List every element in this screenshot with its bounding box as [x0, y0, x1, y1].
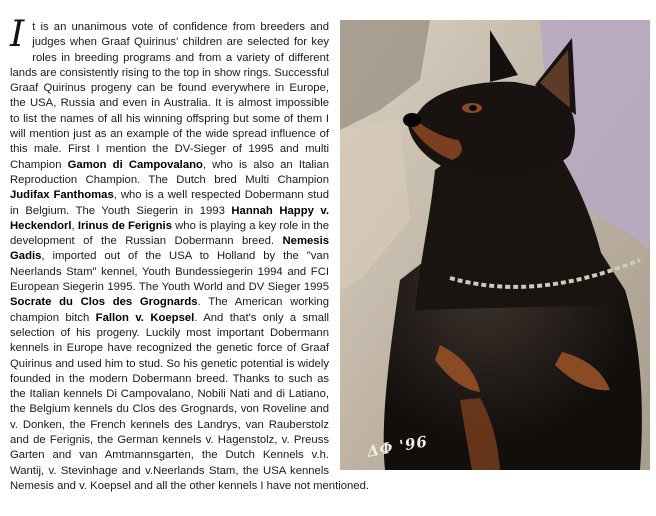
- photo-watermark: ΔΦ '96: [365, 432, 430, 461]
- dog-name-judifax: Judifax Fanthomas: [10, 189, 114, 202]
- text-gamon-desc: , who is also an Italian Reproduction Champion. The Dutch bred Multi Champion: [10, 158, 329, 186]
- dog-name-socrate: Socrate du Clos des Grognards: [10, 296, 198, 309]
- article: [10, 14, 650, 494]
- text-irinus-desc: who is playing a key role in the development of the Russian Dobermann breed.: [10, 219, 329, 248]
- drop-cap: I: [10, 14, 25, 55]
- dog-name-fallon: Fallon v. Koepsel: [95, 311, 195, 324]
- dog-name-irinus: Irinus de Ferignis: [77, 219, 172, 232]
- text-nemesis-desc: , imported out of the USA to Holland by the "van Neerlands Stam" kennel, Youth Bundessiegerin 1994 and FCI European Siegerin 1995. The Youth World and DV Sieger 1995: [10, 250, 329, 294]
- text-intro: t is an unanimous vote of confidence from breeders and judges when Graaf Quirinus' children are selected for key roles in breeding programs and from a variety of different lands are consistently rising to the top in show rings. Successful Graaf Quirinus progeny can be found everywhere in Europe, the USA, Russia and even in Australia. It is almost impossible to list the names of all his winning offspring but some of them I will mention just as an example of the wide spread influence of this male. First I mention the DV-Sieger of 1995 and multi Champion: [10, 21, 329, 171]
- text-judifax-desc: , who is a well respected Dobermann stud in Belgium. The Youth Siegerin in 1993: [10, 189, 329, 217]
- dog-name-gamon: Gamon di Campovalano: [67, 158, 203, 171]
- text-separator: ,: [71, 219, 78, 232]
- dog-name-nemesis: Nemesis Gadis: [10, 235, 329, 263]
- dobermann-photo: [340, 20, 650, 470]
- text-socrate-desc: . The American working champion bitch: [10, 296, 329, 324]
- text-closing: . And that's only a small selection of his progeny. Luckily most important Dobermann kennels in Europe have recognized the genetic force of Graaf Quirinus and used him to stud. So his genetic potential is widely founded in the modern Dobermann breed. Thanks to such as the Italian kennels Di Campovalano, Nobili Nati and di Latiano, the Belgium kennels du Clos des Grognards, von Roveline and v. Donken, the French kennels des Landrys, van Rauberstolz and de Ferignis, the German kennels v. Hagenstolz, v. Preuss Garten and van Amtmannsgarten, the Dutch Kennels v.h. Wantij, v. Stevinhage and v.Neerlands Stam, the USA kennels Nemesis and v. Koepsel and all the other kennels I have not mentioned.: [10, 311, 370, 492]
- dog-name-hannah: Hannah Happy v. Heckendorl: [10, 204, 329, 232]
- dog-illustration: [340, 20, 650, 470]
